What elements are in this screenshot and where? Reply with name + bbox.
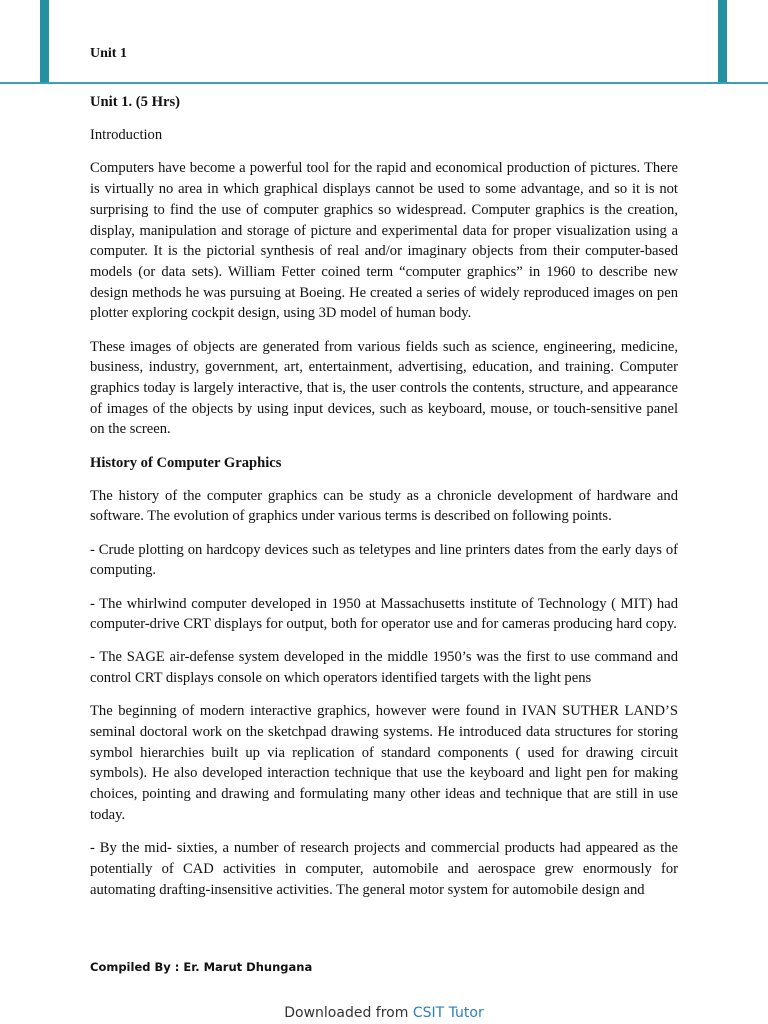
history-paragraph-5: The beginning of modern interactive graphics, however were found in IVAN SUTHER LAND’S seminal doctoral work on the sketchpad drawing systems. He introduced data structures for storing symbol hierarchies built up via replication of standard components ( used for drawing circuit symbols). He also developed interaction technique that use the keyboard and light pen for making choices, pointing and drawing and formulating many other ideas and technique that are still in use today. <box>90 703 678 823</box>
intro-heading: Introduction <box>90 127 163 144</box>
intro-paragraph-1: Computers have become a powerful tool for the rapid and economical production of pictures. There is virtually no area in which graphical displays cannot be used to some advantage, and so it is not surprising to find the use of computer graphics so widespread. Computer graphics is the creation, display, manipulation and storage of picture and experimental data for proper visualization using a computer. It is the pictorial synthesis of real and/or imaginary objects from their computer-based models (or data sets). William Fetter coined term “computer graphics” in 1960 to describe new design methods he was pursuing at Boeing. He created a series of widely reproduced images on pen plotter exploring cockpit design, using 3D model of human body. <box>90 160 678 322</box>
history-heading: History of Computer Graphics <box>90 454 282 471</box>
history-paragraph-4: - The SAGE air-defense system developed in the middle 1950’s was the first to use command and control CRT displays console on which operators identified targets with the light pens <box>90 649 678 687</box>
running-header-title: Unit 1 <box>90 46 127 61</box>
history-paragraph-6: - By the mid- sixties, a number of research projects and commercial products had appeared as the potentially of CAD activities in computer, automobile and aerospace grew enormously for automating drafting-insensitive activities. The general motor system for automobile design and <box>90 840 678 898</box>
history-paragraph-2: - Crude plotting on hardcopy devices such as teletypes and line printers dates from the early days of computing. <box>90 541 678 579</box>
history-paragraph-1: The history of the computer graphics can be study as a chronicle development of hardware and software. The evolution of graphics under various terms is described on following points. <box>90 487 678 525</box>
unit-heading: Unit 1. (5 Hrs) <box>90 94 180 110</box>
header-accent-bar-left <box>40 0 49 84</box>
document-body <box>90 92 678 913</box>
compiled-by-footer: Compiled By : Er. Marut Dhungana <box>90 960 313 974</box>
download-prefix: Downloaded from <box>284 1005 413 1021</box>
download-banner <box>0 1005 768 1021</box>
history-paragraph-3: - The whirlwind computer developed in 1950 at Massachusetts institute of Technology ( MIT) had computer-drive CRT displays for output, both for operator use and for cameras producing hard copy. <box>90 595 678 633</box>
header-accent-bar-right <box>718 0 727 84</box>
header-rule <box>0 82 768 84</box>
csit-tutor-link[interactable]: CSIT Tutor <box>412 1005 484 1021</box>
intro-paragraph-2: These images of objects are generated from various fields such as science, engineering, medicine, business, industry, government, art, entertainment, advertising, education, and training. Computer graphics today is largely interactive, that is, the user controls the contents, structure, and appearance of images of the objects by using input devices, such as keyboard, mouse, or touch-sensitive panel on the screen. <box>90 338 678 438</box>
